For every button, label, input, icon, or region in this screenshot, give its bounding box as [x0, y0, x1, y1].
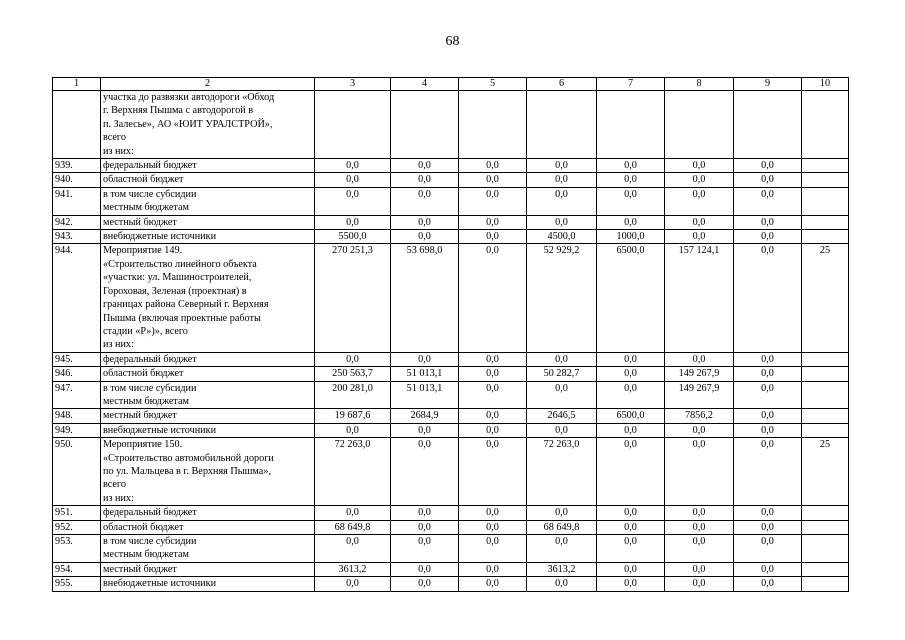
row-number: 945. — [53, 352, 101, 366]
cell-col-3: 5500,0 — [315, 230, 391, 244]
cell-col-7: 0,0 — [597, 187, 665, 215]
column-header: 9 — [734, 78, 802, 91]
cell-col-9: 0,0 — [734, 562, 802, 576]
cell-col-5: 0,0 — [459, 562, 527, 576]
row-number: 954. — [53, 562, 101, 576]
cell-col-7: 0,0 — [597, 159, 665, 173]
table-row — [53, 215, 849, 229]
row-number: 950. — [53, 438, 101, 506]
cell-col-6: 2646,5 — [527, 409, 597, 423]
cell-col-5: 0,0 — [459, 187, 527, 215]
cell-col-4: 51 013,1 — [391, 367, 459, 381]
row-number: 953. — [53, 535, 101, 563]
row-number: 955. — [53, 577, 101, 591]
cell-col-10 — [802, 187, 849, 215]
table-row — [53, 438, 849, 506]
cell-col-8: 0,0 — [665, 173, 734, 187]
cell-col-6: 0,0 — [527, 187, 597, 215]
cell-col-6: 0,0 — [527, 506, 597, 520]
row-number — [53, 91, 101, 159]
cell-col-3: 3613,2 — [315, 562, 391, 576]
cell-col-4: 0,0 — [391, 562, 459, 576]
cell-col-5 — [459, 91, 527, 159]
cell-col-6: 0,0 — [527, 352, 597, 366]
table-row — [53, 230, 849, 244]
cell-col-3: 0,0 — [315, 423, 391, 437]
cell-col-10 — [802, 381, 849, 409]
row-number: 939. — [53, 159, 101, 173]
row-description: внебюджетные источники — [101, 230, 315, 244]
cell-col-7: 0,0 — [597, 577, 665, 591]
cell-col-9: 0,0 — [734, 577, 802, 591]
cell-col-3: 0,0 — [315, 173, 391, 187]
cell-col-10 — [802, 367, 849, 381]
cell-col-8: 0,0 — [665, 159, 734, 173]
cell-col-4: 2684,9 — [391, 409, 459, 423]
cell-col-8: 0,0 — [665, 535, 734, 563]
cell-col-7 — [597, 91, 665, 159]
cell-col-4: 0,0 — [391, 173, 459, 187]
cell-col-9: 0,0 — [734, 159, 802, 173]
cell-col-7: 0,0 — [597, 381, 665, 409]
cell-col-5: 0,0 — [459, 367, 527, 381]
row-description: федеральный бюджет — [101, 352, 315, 366]
cell-col-8: 0,0 — [665, 562, 734, 576]
cell-col-9: 0,0 — [734, 381, 802, 409]
cell-col-5: 0,0 — [459, 352, 527, 366]
table-row — [53, 381, 849, 409]
cell-col-4: 0,0 — [391, 215, 459, 229]
cell-col-10 — [802, 91, 849, 159]
cell-col-4: 0,0 — [391, 423, 459, 437]
cell-col-3: 0,0 — [315, 577, 391, 591]
cell-col-5: 0,0 — [459, 577, 527, 591]
cell-col-10: 25 — [802, 244, 849, 352]
row-description: внебюджетные источники — [101, 577, 315, 591]
cell-col-8 — [665, 91, 734, 159]
table-row — [53, 535, 849, 563]
cell-col-5: 0,0 — [459, 215, 527, 229]
cell-col-3: 0,0 — [315, 215, 391, 229]
page-number: 68 — [445, 34, 460, 49]
cell-col-7: 6500,0 — [597, 244, 665, 352]
cell-col-4 — [391, 91, 459, 159]
column-header: 10 — [802, 78, 849, 91]
cell-col-3: 19 687,6 — [315, 409, 391, 423]
cell-col-4: 0,0 — [391, 577, 459, 591]
cell-col-6 — [527, 91, 597, 159]
cell-col-7: 0,0 — [597, 506, 665, 520]
row-number: 948. — [53, 409, 101, 423]
cell-col-3: 0,0 — [315, 159, 391, 173]
column-header: 2 — [101, 78, 315, 91]
cell-col-6: 50 282,7 — [527, 367, 597, 381]
cell-col-8: 149 267,9 — [665, 367, 734, 381]
cell-col-3: 0,0 — [315, 535, 391, 563]
cell-col-4: 0,0 — [391, 438, 459, 506]
row-description: местный бюджет — [101, 215, 315, 229]
cell-col-9: 0,0 — [734, 520, 802, 534]
cell-col-3: 250 563,7 — [315, 367, 391, 381]
cell-col-9: 0,0 — [734, 409, 802, 423]
cell-col-8: 0,0 — [665, 352, 734, 366]
table-row — [53, 506, 849, 520]
row-number: 949. — [53, 423, 101, 437]
cell-col-7: 0,0 — [597, 535, 665, 563]
cell-col-5: 0,0 — [459, 438, 527, 506]
cell-col-9: 0,0 — [734, 367, 802, 381]
cell-col-9: 0,0 — [734, 244, 802, 352]
cell-col-4: 0,0 — [391, 159, 459, 173]
row-number: 947. — [53, 381, 101, 409]
row-description: областной бюджет — [101, 520, 315, 534]
cell-col-6: 0,0 — [527, 423, 597, 437]
cell-col-6: 0,0 — [527, 577, 597, 591]
row-description: участка до развязки автодороги «Обход г. Верхняя Пышма с автодорогой в п. Залесье», АО «ЮИТ УРАЛСТРОЙ», всего из них: — [101, 91, 315, 159]
cell-col-10 — [802, 215, 849, 229]
cell-col-7: 0,0 — [597, 367, 665, 381]
row-number: 944. — [53, 244, 101, 352]
row-number: 952. — [53, 520, 101, 534]
cell-col-9: 0,0 — [734, 423, 802, 437]
cell-col-7: 0,0 — [597, 423, 665, 437]
row-number: 943. — [53, 230, 101, 244]
row-description: Мероприятие 150. «Строительство автомобильной дороги по ул. Мальцева в г. Верхняя Пышма», всего из них: — [101, 438, 315, 506]
row-description: в том числе субсидии местным бюджетам — [101, 381, 315, 409]
cell-col-4: 0,0 — [391, 230, 459, 244]
table-row — [53, 577, 849, 591]
cell-col-10 — [802, 352, 849, 366]
table-row — [53, 423, 849, 437]
cell-col-5: 0,0 — [459, 409, 527, 423]
cell-col-5: 0,0 — [459, 159, 527, 173]
cell-col-3: 270 251,3 — [315, 244, 391, 352]
cell-col-4: 0,0 — [391, 520, 459, 534]
cell-col-10 — [802, 423, 849, 437]
cell-col-7: 0,0 — [597, 438, 665, 506]
cell-col-8: 157 124,1 — [665, 244, 734, 352]
cell-col-8: 7856,2 — [665, 409, 734, 423]
cell-col-10: 25 — [802, 438, 849, 506]
table-row — [53, 173, 849, 187]
cell-col-5: 0,0 — [459, 244, 527, 352]
column-header: 6 — [527, 78, 597, 91]
cell-col-5: 0,0 — [459, 173, 527, 187]
cell-col-8: 0,0 — [665, 520, 734, 534]
cell-col-10 — [802, 159, 849, 173]
cell-col-7: 0,0 — [597, 215, 665, 229]
cell-col-10 — [802, 409, 849, 423]
cell-col-5: 0,0 — [459, 423, 527, 437]
cell-col-6: 68 649,8 — [527, 520, 597, 534]
cell-col-9: 0,0 — [734, 438, 802, 506]
cell-col-4: 0,0 — [391, 506, 459, 520]
cell-col-5: 0,0 — [459, 230, 527, 244]
cell-col-9: 0,0 — [734, 352, 802, 366]
cell-col-9: 0,0 — [734, 506, 802, 520]
table-row — [53, 244, 849, 352]
row-description: Мероприятие 149. «Строительство линейного объекта «участки: ул. Машиностроителей, Гороховая, Зеленая (проектная) в границах района Северный г. Верхняя Пышма (включая проектные работы стадии «Р»)», всего из них: — [101, 244, 315, 352]
cell-col-8: 0,0 — [665, 506, 734, 520]
row-number: 942. — [53, 215, 101, 229]
cell-col-3: 0,0 — [315, 352, 391, 366]
row-number: 951. — [53, 506, 101, 520]
cell-col-9: 0,0 — [734, 187, 802, 215]
cell-col-4: 53 698,0 — [391, 244, 459, 352]
table-row — [53, 352, 849, 366]
cell-col-6: 0,0 — [527, 173, 597, 187]
cell-col-10 — [802, 577, 849, 591]
table-row — [53, 367, 849, 381]
cell-col-10 — [802, 230, 849, 244]
row-description: федеральный бюджет — [101, 506, 315, 520]
cell-col-7: 0,0 — [597, 173, 665, 187]
cell-col-4: 0,0 — [391, 535, 459, 563]
cell-col-6: 4500,0 — [527, 230, 597, 244]
cell-col-10 — [802, 520, 849, 534]
row-description: внебюджетные источники — [101, 423, 315, 437]
table-header-row — [53, 78, 849, 91]
cell-col-7: 6500,0 — [597, 409, 665, 423]
cell-col-3: 0,0 — [315, 506, 391, 520]
cell-col-4: 0,0 — [391, 352, 459, 366]
row-description: в том числе субсидии местным бюджетам — [101, 535, 315, 563]
cell-col-4: 51 013,1 — [391, 381, 459, 409]
cell-col-5: 0,0 — [459, 506, 527, 520]
cell-col-9 — [734, 91, 802, 159]
cell-col-5: 0,0 — [459, 381, 527, 409]
cell-col-6: 3613,2 — [527, 562, 597, 576]
cell-col-6: 0,0 — [527, 535, 597, 563]
table-row — [53, 187, 849, 215]
cell-col-10 — [802, 173, 849, 187]
cell-col-8: 149 267,9 — [665, 381, 734, 409]
cell-col-8: 0,0 — [665, 187, 734, 215]
cell-col-6: 72 263,0 — [527, 438, 597, 506]
column-header: 8 — [665, 78, 734, 91]
cell-col-8: 0,0 — [665, 230, 734, 244]
cell-col-6: 52 929,2 — [527, 244, 597, 352]
cell-col-3: 0,0 — [315, 187, 391, 215]
row-number: 946. — [53, 367, 101, 381]
row-description: федеральный бюджет — [101, 159, 315, 173]
cell-col-9: 0,0 — [734, 535, 802, 563]
cell-col-8: 0,0 — [665, 423, 734, 437]
column-header: 5 — [459, 78, 527, 91]
row-description: областной бюджет — [101, 173, 315, 187]
row-number: 940. — [53, 173, 101, 187]
cell-col-7: 0,0 — [597, 562, 665, 576]
cell-col-3 — [315, 91, 391, 159]
cell-col-9: 0,0 — [734, 173, 802, 187]
cell-col-6: 0,0 — [527, 215, 597, 229]
column-header: 1 — [53, 78, 101, 91]
row-number: 941. — [53, 187, 101, 215]
row-description: в том числе субсидии местным бюджетам — [101, 187, 315, 215]
row-description: местный бюджет — [101, 409, 315, 423]
cell-col-5: 0,0 — [459, 520, 527, 534]
cell-col-4: 0,0 — [391, 187, 459, 215]
cell-col-5: 0,0 — [459, 535, 527, 563]
cell-col-10 — [802, 535, 849, 563]
table-row — [53, 520, 849, 534]
row-description: местный бюджет — [101, 562, 315, 576]
cell-col-9: 0,0 — [734, 230, 802, 244]
column-header: 4 — [391, 78, 459, 91]
cell-col-9: 0,0 — [734, 215, 802, 229]
budget-table — [52, 77, 849, 592]
cell-col-7: 0,0 — [597, 520, 665, 534]
table-row — [53, 562, 849, 576]
cell-col-8: 0,0 — [665, 438, 734, 506]
row-description: областной бюджет — [101, 367, 315, 381]
table-row — [53, 91, 849, 159]
table-row — [53, 159, 849, 173]
cell-col-3: 72 263,0 — [315, 438, 391, 506]
cell-col-8: 0,0 — [665, 577, 734, 591]
column-header: 3 — [315, 78, 391, 91]
cell-col-10 — [802, 562, 849, 576]
cell-col-7: 1000,0 — [597, 230, 665, 244]
cell-col-3: 68 649,8 — [315, 520, 391, 534]
cell-col-3: 200 281,0 — [315, 381, 391, 409]
cell-col-8: 0,0 — [665, 215, 734, 229]
column-header: 7 — [597, 78, 665, 91]
table-row — [53, 409, 849, 423]
cell-col-7: 0,0 — [597, 352, 665, 366]
cell-col-6: 0,0 — [527, 159, 597, 173]
cell-col-10 — [802, 506, 849, 520]
cell-col-6: 0,0 — [527, 381, 597, 409]
